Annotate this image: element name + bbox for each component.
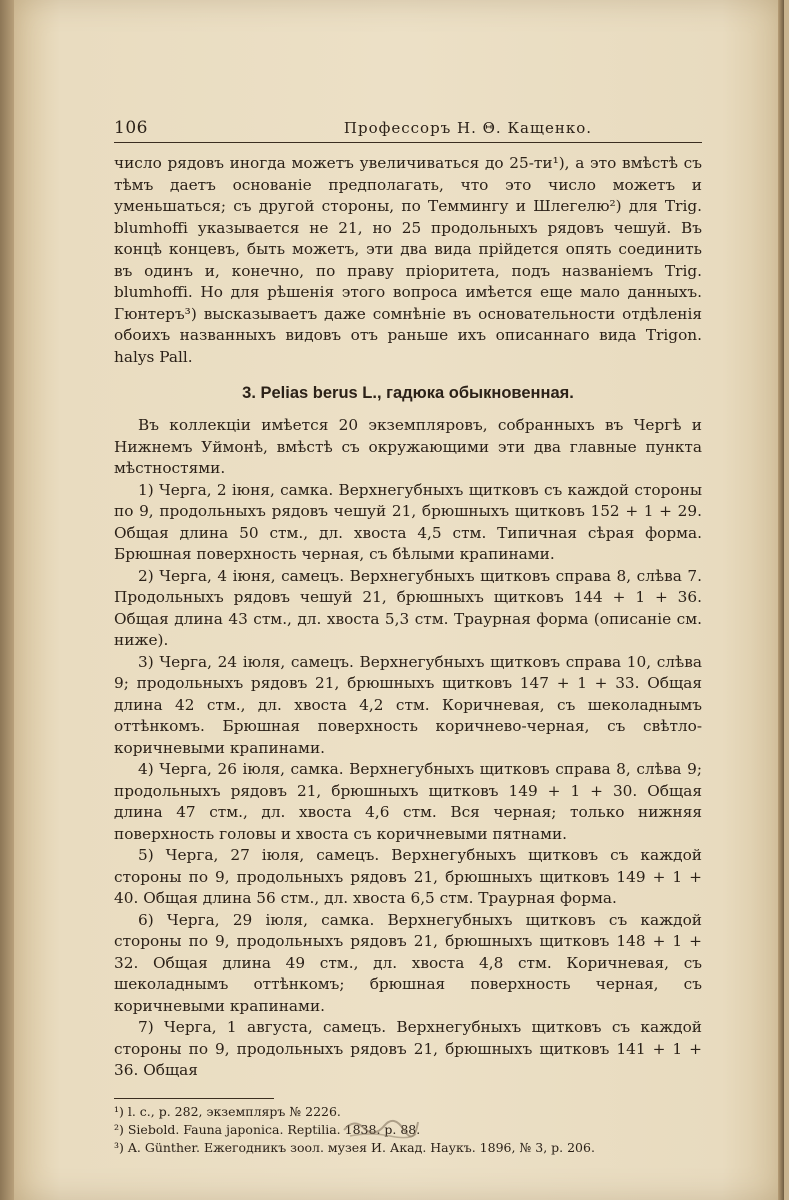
footnote-3: ³) A. Günther. Ежегодникъ зоол. музея И. Акад. Наукъ. 1896, № 3, p. 206. bbox=[114, 1139, 595, 1155]
page-edge bbox=[778, 0, 784, 1200]
page-content bbox=[114, 118, 702, 1157]
paragraph-continued: число рядовъ иногда можетъ увеличиваться до 25-ти¹), а это вмѣстѣ съ тѣмъ даетъ основаніе предполагать, что это число можетъ и уменьшаться; съ другой стороны, по Теммингу и Шлегелю²) для Trig. blumhoffi указывается не 21, но 25 продольныхъ рядовъ чешуй. Въ концѣ концевъ, быть можетъ, эти два вида прійдется опять соединить въ одинъ и, конечно, по праву пріоритета, подъ названіемъ Trig. blumhoffi. Но для рѣшенія этого вопроса имѣется еще мало данныхъ. Гюнтеръ³) высказываетъ даже сомнѣніе въ основательности отдѣленія обоихъ названныхъ видовъ отъ раньше ихъ описаннаго вида Trigon. halys Pall. bbox=[114, 154, 702, 366]
page-number: 106 bbox=[114, 118, 148, 138]
footnotes bbox=[114, 1098, 595, 1157]
library-stamp bbox=[340, 1108, 420, 1142]
running-title: Профессоръ Н. Θ. Кащенко. bbox=[343, 119, 592, 137]
specimen-entry-6: 6) Черга, 29 іюля, самка. Верхнегубныхъ щитковъ съ каждой стороны по 9, продольныхъ рядовъ 21, брюшныхъ щитковъ 148 + 1 + 32. Общая длина 49 стм., дл. хвоста 4,8 стм. Коричневая, съ шеколаднымъ оттѣнкомъ; брюшная поверхность черная, съ коричневыми крапинами. bbox=[114, 910, 702, 1015]
footnote-1: ¹) l. c., p. 282, экземпляръ № 2226. bbox=[114, 1103, 341, 1119]
specimen-entry-2: 2) Черга, 4 іюня, самецъ. Верхнегубныхъ щитковъ справа 8, слѣва 7. Продольныхъ рядовъ чешуй 21, брюшныхъ щитковъ 144 + 1 + 36. Общая длина 43 стм., дл. хвоста 5,3 стм. Траурная форма (описаніе см. ниже). bbox=[114, 566, 702, 649]
paragraph: Въ коллекціи имѣется 20 экземпляровъ, собранныхъ въ Чергѣ и Нижнемъ Уймонѣ, вмѣстѣ съ окружающими эти два главные пункта мѣстностями. bbox=[114, 416, 702, 477]
specimen-entry-5: 5) Черга, 27 іюля, самецъ. Верхнегубныхъ щитковъ съ каждой стороны по 9, продольныхъ рядовъ 21, брюшныхъ щитковъ 149 + 1 + 40. Общая длина 56 стм., дл. хвоста 6,5 стм. Траурная форма. bbox=[114, 846, 702, 907]
section-heading: 3. Pelias berus L., гадюка обыкновенная. bbox=[242, 384, 574, 402]
book-spine-edge bbox=[0, 0, 14, 1200]
running-header bbox=[114, 118, 702, 143]
footnote-2: ²) Siebold. Fauna japonica. Reptilia. 1838. p. 88. bbox=[114, 1121, 421, 1137]
specimen-entry-7: 7) Черга, 1 августа, самецъ. Верхнегубныхъ щитковъ съ каждой стороны по 9, продольныхъ рядовъ 21, брюшныхъ щитковъ 141 + 1 + 36. Общая bbox=[114, 1018, 702, 1079]
specimen-entry-3: 3) Черга, 24 іюля, самецъ. Верхнегубныхъ щитковъ справа 10, слѣва 9; продольныхъ рядовъ 21, брюшныхъ щитковъ 147 + 1 + 33. Общая длина 42 стм., дл. хвоста 4,2 стм. Коричневая, съ шеколаднымъ оттѣнкомъ. Брюшная поверхность коричнево-черная, съ свѣтло-коричневыми крапинами. bbox=[114, 652, 702, 757]
specimen-entry-1: 1) Черга, 2 іюня, самка. Верхнегубныхъ щитковъ съ каждой стороны по 9, продольныхъ рядовъ чешуй 21, брюшныхъ щитковъ 152 + 1 + 29. Общая длина 50 стм., дл. хвоста 4,5 стм. Типичная сѣрая форма. Брюшная поверхность черная, съ бѣлыми крапинами. bbox=[114, 480, 702, 563]
specimen-entry-4: 4) Черга, 26 іюля, самка. Верхнегубныхъ щитковъ справа 8, слѣва 9; продольныхъ рядовъ 21, брюшныхъ щитковъ 149 + 1 + 30. Общая длина 47 стм., дл. хвоста 4,6 стм. Вся черная; только нижняя поверхность головы и хвоста съ коричневыми пятнами. bbox=[114, 760, 702, 843]
